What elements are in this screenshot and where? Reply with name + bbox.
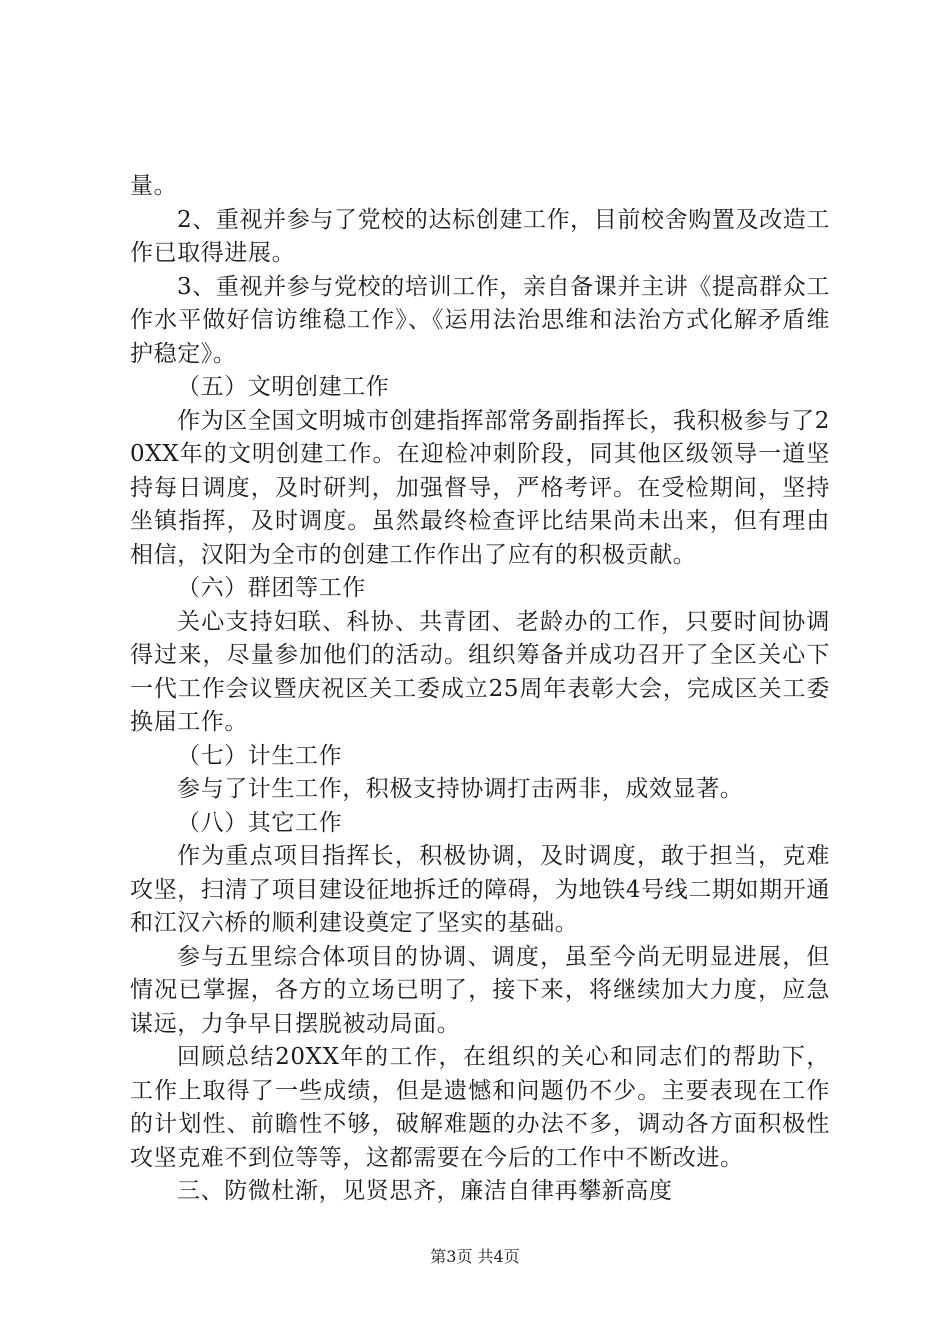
paragraph-civilization: 作为区全国文明城市创建指挥部常务副指挥长，我积极参与了20XX年的文明创建工作。在迎检冲刺阶段，同其他区级领导一道坚持每日调度，及时研判，加强督导，严格考评。在受检期间，坚持坐镇指挥，及时调度。虽然最终检查评比结果尚未出来，但有理由相信，汉阳为全市的创建工作作出了应有的积极贡献。 xyxy=(130,407,830,568)
paragraph-family-planning: 参与了计生工作，积极支持协调打击两非，成效显著。 xyxy=(177,776,744,802)
paragraph-mass-organizations: 关心支持妇联、科协、共青团、老龄办的工作，只要时间协调得过来，尽量参加他们的活动。组织筹备并成功召开了全区关心下一代工作会议暨庆祝区关工委成立25周年表彰大会，完成区关工委换届工作。 xyxy=(130,608,830,735)
paragraph-continuation: 量。 xyxy=(130,173,178,199)
document-body xyxy=(130,170,830,1209)
section-heading-7: （七）计生工作 xyxy=(177,742,343,769)
paragraph-item-3: 3、重视并参与党校的培训工作，亲自备课并主讲《提高群众工作水平做好信访维稳工作》、《运用法治思维和法治方式化解矛盾维护稳定》。 xyxy=(130,273,830,367)
paragraph-item-2: 2、重视并参与了党校的达标创建工作，目前校舍购置及改造工作已取得进展。 xyxy=(130,206,830,266)
page-number-footer: 第3页 共4页 xyxy=(430,1247,520,1266)
paragraph-key-projects: 作为重点项目指挥长，积极协调，及时调度，敢于担当，克难攻坚，扫清了项目建设征地拆迁的障碍，为地铁4号线二期如期开通和江汉六桥的顺利建设奠定了坚实的基础。 xyxy=(130,843,830,936)
section-heading-6: （六）群团等工作 xyxy=(177,575,366,601)
paragraph-wuli-complex: 参与五里综合体项目的协调、调度，虽至今尚无明显进展，但情况已掌握，各方的立场已明了，接下来，将继续加大力度，应急谋远，力争早日摆脱被动局面。 xyxy=(130,943,830,1037)
section-heading-8: （八）其它工作 xyxy=(177,809,343,836)
chapter-heading-3: 三、防微杜渐，见贤思齐，廉洁自律再攀新高度 xyxy=(177,1178,673,1204)
section-heading-5: （五）文明创建工作 xyxy=(177,374,390,400)
paragraph-review: 回顾总结20XX年的工作，在组织的关心和同志们的帮助下，工作上取得了一些成绩，但是遗憾和问题仍不少。主要表现在工作的计划性、前瞻性不够，破解难题的办法不多，调动各方面积极性攻坚克难不到位等等，这都需要在今后的工作中不断改进。 xyxy=(130,1044,830,1171)
